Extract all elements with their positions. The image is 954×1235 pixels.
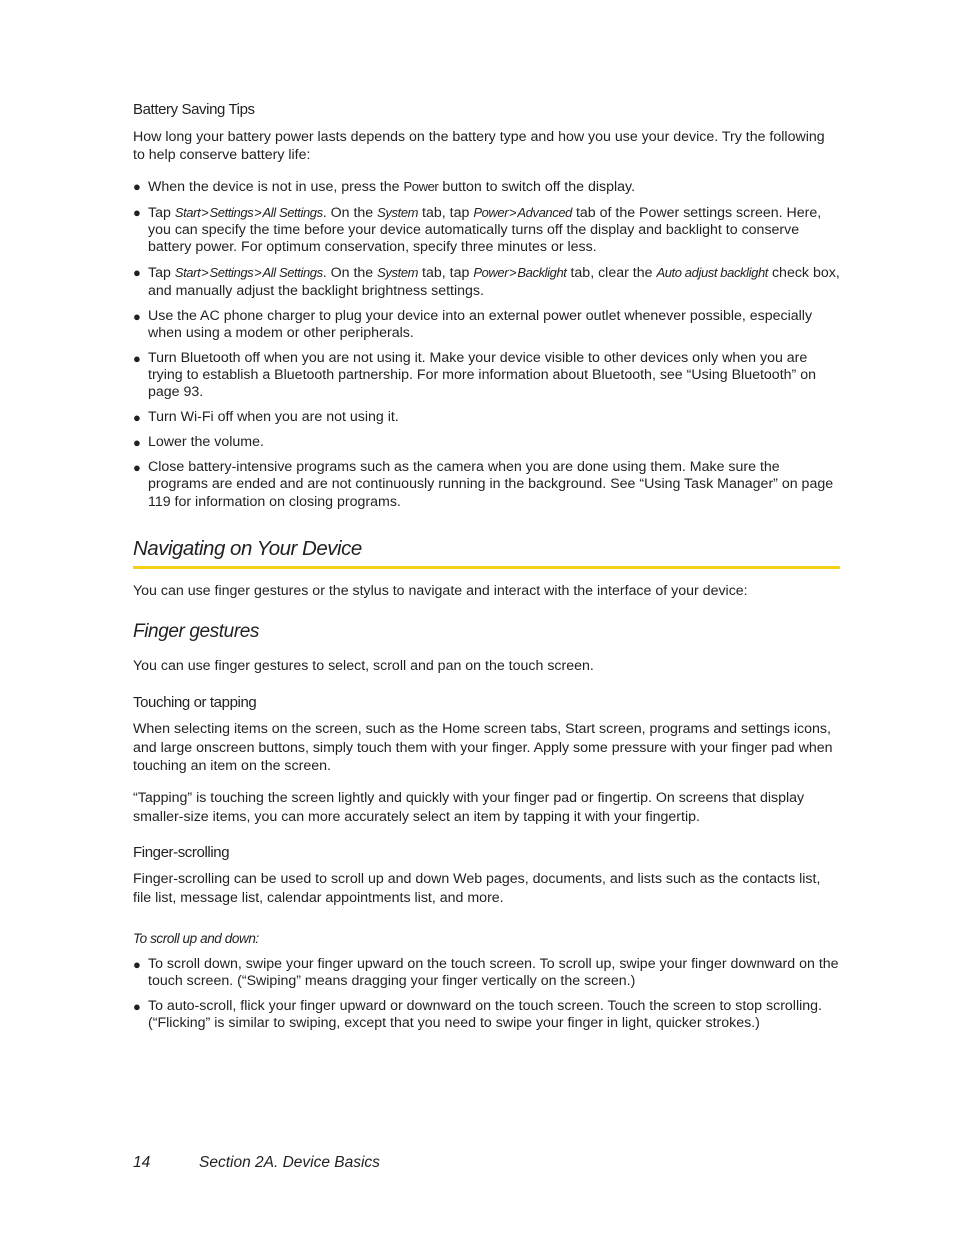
ui-term: Start>Settings>All Settings [174,265,323,281]
bullet-icon: ● [133,999,141,1015]
touching-paragraph-1: When selecting items on the screen, such as the Home screen tabs, Start screen, programs and settings icons, and large onscreen buttons, simply touch them with your finger. Apply some pressure with your finger pad when touching an item on the screen. [133,721,833,774]
battery-tips-heading: Battery Saving Tips [133,101,255,118]
ui-term: Auto adjust backlight [656,265,769,281]
bullet-icon: ● [133,179,141,194]
subsection-heading-finger-gestures: Finger gestures [133,621,260,642]
touching-paragraph-2: “Tapping” is touching the screen lightly and quickly with your finger pad or fingertip. On screens that display smaller-size items, you can more accurately select an item by tapping it with your fingertip. [133,790,805,825]
scrolling-paragraph: Finger-scrolling can be used to scroll up and down Web pages, documents, and lists such as the contacts list, file list, message list, calendar appointments list, and more. [133,871,821,906]
list-item: ● To auto-scroll, flick your finger upward or downward on the touch screen. Touch the screen to stop scrolling. (“Flicking” is similar to swiping, except that you need to swipe your finger in light, quicker strokes.) [133,998,822,1032]
battery-tips-list [133,178,840,519]
list-item: ● When the device is not in use, press the Power button to switch off the display. [133,179,636,195]
ui-term: System [377,204,419,220]
list-item: ● Close battery-intensive programs such as the camera when you are done using them. Make sure the programs are ended and are not continuously running in the background. See “Using Task Manager” on page 119 for information on closing programs. [133,459,834,510]
battery-tips-intro: How long your battery power lasts depends on the battery type and how you use your device. Try the following to help conserve battery life: [133,129,825,163]
ui-term: Power>Backlight [473,265,567,281]
list-item: ● To scroll down, swipe your finger upward on the touch screen. To scroll up, swipe your finger downward on the touch screen. (“Swiping” means dragging your finger vertically on the screen.) [133,956,839,990]
bullet-icon: ● [133,265,141,281]
finger-gestures-intro: You can use finger gestures to select, scroll and pan on the touch screen. [133,658,594,674]
ui-term: Power [403,179,439,194]
bullet-icon: ● [133,410,141,426]
section-heading-navigating: Navigating on Your Device [133,537,362,560]
scroll-procedure-heading: To scroll up and down: [133,931,259,946]
scroll-steps-list [133,956,840,1040]
section-title-footer: Section 2A. Device Basics [199,1154,380,1171]
list-item: ● Use the AC phone charger to plug your device into an external power outlet whenever possible, especially when using a modem or other peripherals. [133,307,813,341]
ui-term: Start>Settings>All Settings [174,204,323,220]
scrolling-heading: Finger-scrolling [133,844,230,861]
navigating-intro: You can use finger gestures or the stylus to navigate and interact with the interface of your device: [133,583,748,599]
list-item: ● Tap Start>Settings>All Settings. On the System tab, tap Power>Advanced tab of the Power settings screen. Here, you can specify the time before your device automatically turns off the display and backlight to conserve battery power. For optimum conservation, specify three minutes or less. [133,204,822,256]
list-item: ● Lower the volume. [133,434,264,451]
bullet-icon: ● [133,460,141,476]
list-item: ● Turn Wi-Fi off when you are not using it. [133,409,399,426]
bullet-icon: ● [133,435,141,451]
page-number: 14 [133,1154,151,1171]
section-divider [133,566,840,569]
bullet-icon: ● [133,308,141,324]
ui-term: System [377,265,419,281]
bullet-icon: ● [133,957,141,972]
list-item: ● Turn Bluetooth off when you are not using it. Make your device visible to other devices only when you are trying to establish a Bluetooth partnership. For more information about Bluetooth, see “Using Bluetooth” on page 93. [133,349,816,401]
list-item: ● Tap Start>Settings>All Settings. On the System tab, tap Power>Backlight tab, clear the Auto adjust backlight check box, and manually adjust the backlight brightness settings. [133,265,840,299]
touching-heading: Touching or tapping [133,694,257,711]
ui-term: Power>Advanced [473,204,572,220]
bullet-icon: ● [133,204,141,220]
bullet-icon: ● [133,350,141,366]
